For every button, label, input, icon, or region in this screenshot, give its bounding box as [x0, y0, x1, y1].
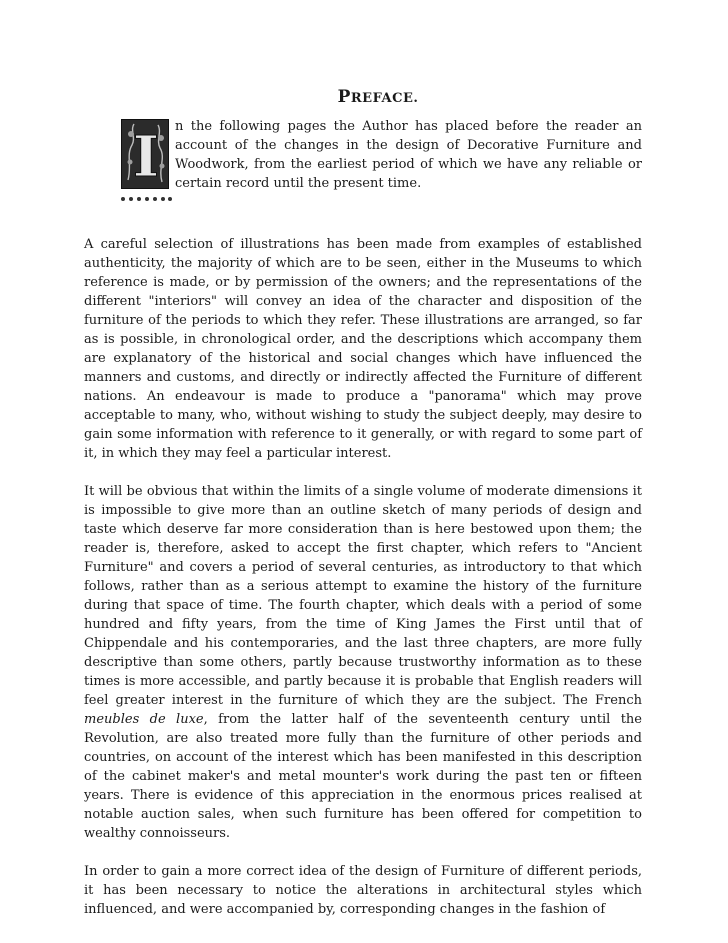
ornament-dots — [118, 195, 174, 203]
paragraph-2 — [84, 482, 642, 843]
paragraph-2-part-2: , from the latter half of the seventeenth century until the Revolution, are also treated more fully than the furniture of other periods and countries, on account of the interest which has been manifested in this description of the cabinet maker's and metal mounter's work during the past ten or fifteen years. There is evidence of this appreciation in the enormous prices realised at notable auction sales, when such furniture has been offered for competition to wealthy connoisseurs. — [84, 712, 642, 841]
intro-paragraph: n the following pages the Author has placed before the reader an account of the changes in the design of Decorative Furniture and Woodwork, from the earliest period of which we have any reliable or certain record until the present time. — [175, 119, 642, 191]
paragraph-2-part-1: It will be obvious that within the limits of a single volume of moderate dimensions it is impossible to give more than an outline sketch of many periods of design and taste which deserve far more consideration than is here bestowed upon them; the reader is, therefore, asked to accept the first chapter, which refers to "Ancient Furniture" and covers a period of several centuries, as introductory to that which follows, rather than as a serious attempt to examine the history of the furniture during that space of time. The fourth chapter, which deals with a period of some hundred and fifty years, from the time of King James the First until that of Chippendale and his contemporaries, and the last three chapters, are more fully descriptive than some others, partly because trustworthy information as to these times is more accessible, and partly because it is probable that English readers will feel greater interest in the furniture of which they are the subject. The French — [84, 484, 642, 708]
title-rest: REFACE. — [350, 91, 419, 106]
ornamental-initial-icon — [121, 119, 169, 189]
paragraph-2-italic-phrase: meubles de luxe — [84, 712, 204, 727]
intro-block — [84, 117, 642, 235]
page-title — [84, 88, 642, 108]
paragraph-3: In order to gain a more correct idea of the design of Furniture of different periods, it has been necessary to notice the alterations in architectural styles which influenced, and were accompanied by, corresponding changes in the fashion of — [84, 864, 642, 917]
paragraph-1: A careful selection of illustrations has been made from examples of established authenticity, the majority of which are to be seen, either in the Museums to which reference is made, or by permission of the owners; and the representations of the different "interiors" will convey an idea of the character and disposition of the furniture of the periods to which they refer. These illustrations are arranged, so far as is possible, in chronological order, and the descriptions which accompany them are explanatory of the historical and social changes which have influenced the manners and customs, and directly or indirectly affected the Furniture of different nations. An endeavour is made to produce a "panorama" which may prove acceptable to many, who, without wishing to study the subject deeply, may desire to gain some information with reference to it generally, or with regard to some part of it, in which they may feel a particular interest. — [84, 237, 642, 461]
title-first-letter: P — [337, 87, 351, 107]
drop-cap-letter: I — [132, 124, 160, 189]
document-page — [84, 88, 642, 938]
drop-cap-illustration — [122, 120, 169, 189]
